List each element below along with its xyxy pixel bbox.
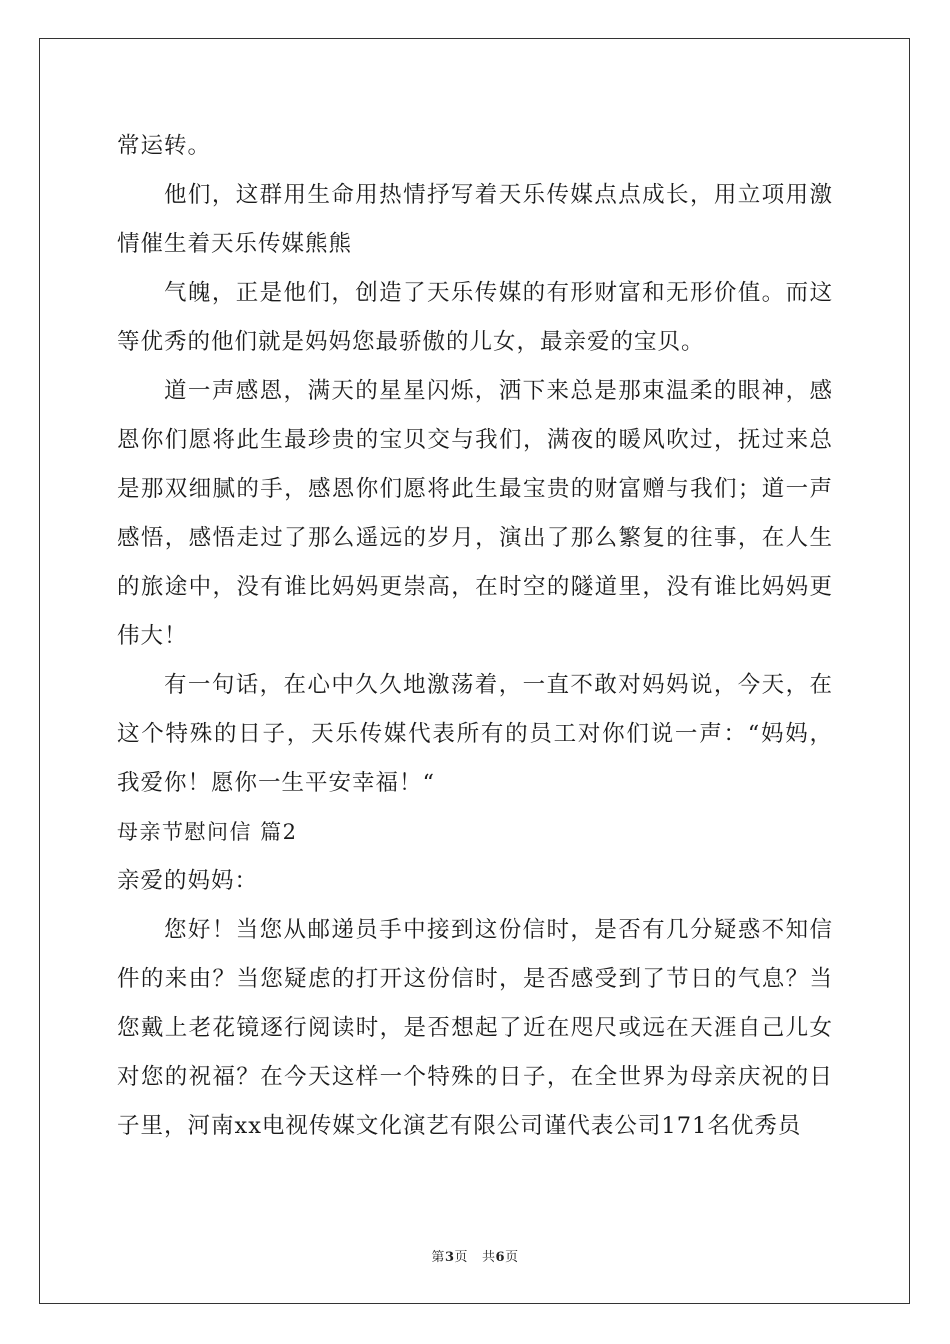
document-body [117, 122, 833, 1151]
page-prefix: 第 [431, 1250, 445, 1265]
total-prefix: 共 [482, 1250, 496, 1265]
page-current: 3 [444, 1250, 455, 1265]
section-title: 母亲节慰问信 篇2 [117, 820, 298, 844]
paragraph-gratitude: 道一声感恩，满天的星星闪烁，洒下来总是那束温柔的眼神，感恩你们愿将此生最珍贵的宝贝交与我们，满夜的暖风吹过，抚过来总是那双细腻的手，感恩你们愿将此生最宝贵的财富赠与我们；道一声感悟，感悟走过了那么遥远的岁月，演出了那么繁复的往事，在人生的旅途中，没有谁比妈妈更崇高，在时空的隧道里，没有谁比妈妈更伟大！ [117, 378, 833, 649]
total-suffix: 页 [505, 1250, 519, 1265]
page-suffix: 页 [454, 1250, 468, 1265]
paragraph-message: 有一句话，在心中久久地激荡着，一直不敢对妈妈说，今天，在这个特殊的日子，天乐传媒代表所有的员工对你们说一声：“妈妈，我爱你！愿你一生平安幸福！“ [117, 672, 833, 796]
salutation: 亲爱的妈妈： [117, 868, 259, 894]
paragraph-value: 气魄，正是他们，创造了天乐传媒的有形财富和无形价值。而这等优秀的他们就是妈妈您最骄傲的儿女，最亲爱的宝贝。 [117, 280, 833, 355]
page-total: 6 [495, 1250, 506, 1265]
paragraph-letter-body: 您好！当您从邮递员手中接到这份信时，是否有几分疑惑不知信件的来由？当您疑虑的打开这份信时，是否感受到了节日的气息？当您戴上老花镜逐行阅读时，是否想起了近在咫尺或远在天涯自己儿女对您的祝福？在今天这样一个特殊的日子，在全世界为母亲庆祝的日子里，河南xx电视传媒文化演艺有限公司谨代表公司171名优秀员 [117, 917, 833, 1139]
paragraph-employees: 他们，这群用生命用热情抒写着天乐传媒点点成长，用立项用激情催生着天乐传媒熊熊 [117, 182, 833, 257]
page-footer [0, 1246, 950, 1265]
paragraph-continuation: 常运转。 [117, 133, 212, 159]
